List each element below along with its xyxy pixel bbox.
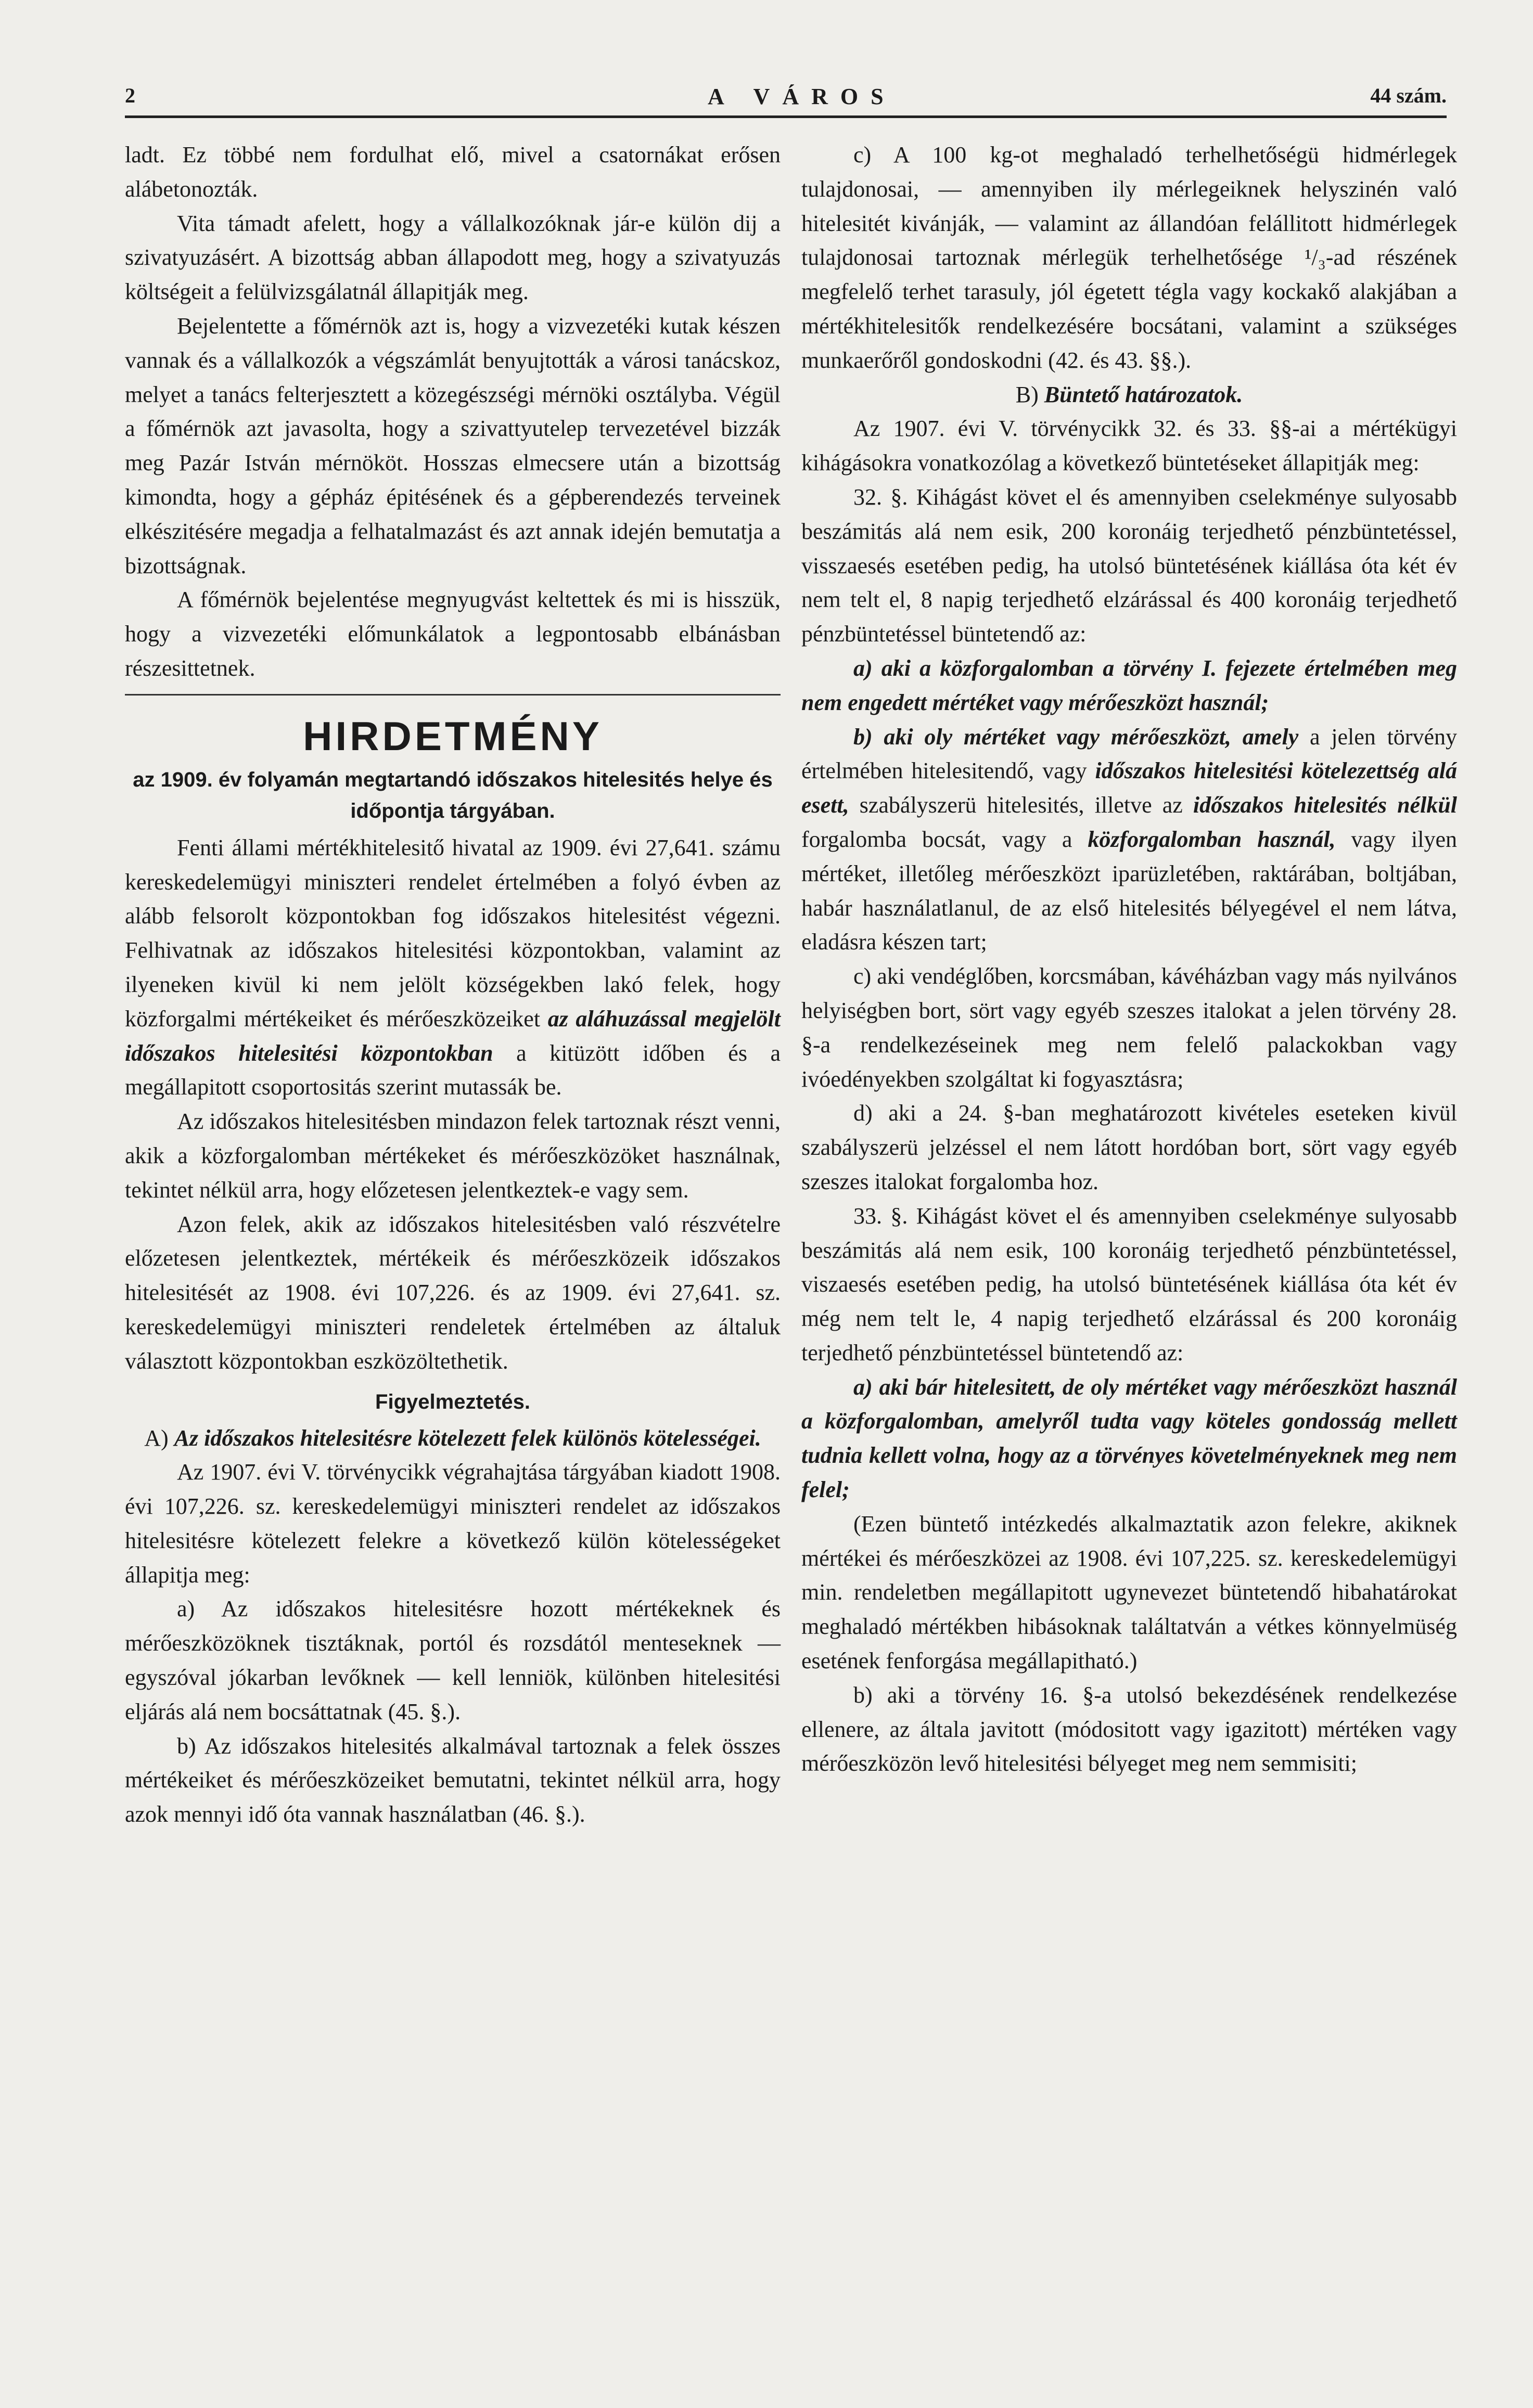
notice-paragraph [125, 831, 781, 1104]
item-text: forgalomba bocsát, vagy a [801, 826, 1088, 852]
header-rule [125, 115, 1447, 118]
item-emphasis: időszakos hitelesités nélkül [1193, 792, 1457, 818]
section-a-paragraph: Az 1907. évi V. törvénycikk végrahajtása tárgyában kiadott 1908. évi 107,226. sz. kereskedelemügyi miniszteri rendelet az időszakos hitelesitésre kötelezett felekre a következő külön kötelességeket állapitja meg: [125, 1459, 781, 1588]
publication-title: A VÁROS [708, 84, 896, 109]
notice-emphasis: az aláhuzással megjelölt időszakos hitelesitési központokban [125, 1006, 781, 1066]
notice-text: Fenti állami mértékhitelesitő hivatal az 1909. évi 27,641. számu kereskedelemügyi miniszteri rendelet értelmében a folyó évben az alább felsorolt központokban fog időszakos hitelesitést végezni. Felhivatnak az időszakos hitelesitési központokban, valamint az ilyeneken kivül ki nem jelölt községekben lakó felek, hogy közforgalmi mértékeiket és mérőeszközeiket [125, 834, 781, 1032]
page-header [125, 78, 1447, 114]
warning-title: Figyelmeztetés. [375, 1390, 530, 1413]
notice-text: a kitüzött időben és a megállapitott csoportositás szerint mutassák be. [125, 1040, 781, 1100]
item-text: vagy ilyen mértéket, illetőleg mérőeszközt iparüzletében, raktárában, boltjában, habár használatlanul, de az első hitelesités bélyegével el nem látva, eladásra készen tart; [801, 826, 1458, 955]
paragraph-32-item: a) aki a közforgalomban a törvény I. fejezete értelmében meg nem engedett mértéket vagy mérőeszközt használ; [801, 655, 1457, 715]
paragraph-33-item: a) aki bár hitelesitett, de oly mértéket vagy mérőeszközt használ a közforgalomban, amelyről tudta vagy köteles gondosság mellett tudnia kellett volna, hogy az a törvényes követelményeknek meg nem felel; [801, 1374, 1457, 1503]
section-a-item: b) Az időszakos hitelesités alkalmával tartoznak a felek összes mértékeiket és mérőeszközeiket bemutatni, tekintet nélkül arra, hogy azok mennyi idő óta vannak használatban (46. §.). [125, 1733, 781, 1827]
article-paragraph: Vita támadt afelett, hogy a vállalkozóknak jár-e külön dij a szivatyuzásért. A bizottság abban állapodott meg, hogy a szivatyuzás költségeit a felülvizsgálatnál állapitják meg. [125, 210, 781, 305]
item-emphasis: b) aki oly mértéket vagy mérőeszközt, amely [853, 724, 1299, 750]
paragraph-33-note: (Ezen büntető intézkedés alkalmaztatik azon felekre, akiknek mértékei és mérőeszközei az 1908. évi 107,225. sz. kereskedelemügyi min. rendeletben megállapitott ugynevezet büntetendő hibahatárokat meghaladó mértékben hibásoknak találtatván a vétkes könnyelmüség esetének fenforgása megállapitható.) [801, 1511, 1457, 1674]
item-emphasis: időszakos hitelesitési kötelezettség alá esett, [801, 758, 1458, 818]
left-column [125, 138, 781, 1832]
section-a-title: Az időszakos hitelesitésre kötelezett felek különös kötelességei. [174, 1425, 761, 1451]
item-text: a jelen törvény értelmében hitelesitendő, vagy [801, 724, 1457, 784]
article-paragraph: ladt. Ez többé nem fordulhat elő, mivel a csatornákat erősen alábetonozták. [125, 142, 781, 202]
section-b-prefix: B) [1015, 381, 1044, 407]
notice-paragraph: Azon felek, akik az időszakos hitelesitésben való részvételre előzetesen jelentkeztek, mértékeik és mérőeszközeik időszakos hitelesitését az 1908. évi 107,226. és az 1909. évi 27,641. sz. kereskedelemügyi miniszteri rendeletek értelmében az általuk választott központokban eszközöltethetik. [125, 1211, 781, 1374]
notice-title: HIRDETMÉNY [303, 713, 603, 759]
paragraph-32: 32. §. Kihágást követ el és amennyiben cselekménye sulyosabb beszámitás alá nem esik, 200 koronáig terjedhető pénzbüntetéssel, visszaesés esetében pedig, ha utolsó büntetésének kiállása óta két év nem telt el, 8 napig terjedhető elzárással és 400 koronáig terjedhető pénzbüntetéssel büntetendő az: [801, 484, 1457, 647]
paragraph-32-item [801, 720, 1457, 960]
right-column [801, 138, 1457, 1781]
item-emphasis: közforgalomban használ, [1088, 826, 1336, 852]
paragraph-32-item: c) aki vendéglőben, korcsmában, kávéházban vagy más nyilvános helyiségben bort, sört vagy egyéb szeszes italokat a jelen törvény 28. §-a rendelkezéseinek meg nem felelő palackokban vagy ivóedényekben szolgáltat ki fogyasztásra; [801, 963, 1457, 1092]
paragraph-32-item: d) aki a 24. §-ban meghatározott kivételes eseteken kivül szabályszerü jelzéssel el nem látott hordóban bort, sört vagy egyéb szeszes italokat forgalomba hoz. [801, 1100, 1457, 1194]
notice-paragraph: Az időszakos hitelesitésben mindazon felek tartoznak részt venni, akik a közforgalomban mértékeket és mérőeszközöket használnak, tekintet nélkül arra, hogy előzetesen jelentkeztek-e vagy sem. [125, 1109, 781, 1203]
paragraph-33-item: b) aki a törvény 16. §-a utolsó bekezdésének rendelkezése ellenere, az általa javitott (módositott vagy igazitott) mértéken vagy mérőeszközön levő hitelesitési bélyeget meg nem semmisiti; [801, 1682, 1457, 1776]
section-a-heading [125, 1421, 781, 1456]
section-divider [125, 694, 781, 696]
section-a-item: a) Az időszakos hitelesitésre hozott mértékeknek és mérőeszközöknek tisztáknak, portól és rozsdától menteseknek — egyszóval jókarban levőknek — kell lenniök, különben hitelesitési eljárás alá nem bocsáttatnak (45. §.). [125, 1596, 781, 1724]
article-paragraph: A főmérnök bejelentése megnyugvást keltettek és mi is hisszük, hogy a vizvezetéki előmunkálatok a legpontosabb elbánásban részesittetnek. [125, 587, 781, 681]
issue-number: 44 szám. [1370, 84, 1447, 107]
section-b-title: Büntető határozatok. [1044, 381, 1243, 407]
notice-subtitle: az 1909. év folyamán megtartandó időszakos hitelesités helye és időpontja tárgyában. [133, 768, 773, 822]
section-b-heading [801, 378, 1457, 412]
page-number: 2 [125, 84, 135, 107]
section-b-intro: Az 1907. évi V. törvénycikk 32. és 33. §§-ai a mértékügyi kihágásokra vonatkozólag a következő büntetéseket állapitják meg: [801, 416, 1457, 476]
section-a-item: c) A 100 kg-ot meghaladó terhelhetőségü hidmérlegek tulajdonosai, — amennyiben ily mérlegeiknek helyszinén való hitelesitét kivánják, — valamint az állandóan felállitott hidmérlegek tulajdonosai tartoznak mérlegük terhelhetősége ¹/₃-ad részének megfelelő terhet tarasuly, jól égetett tégla vagy kockakő alakjában a mértékhitelesitők rendelkezésére bocsátani, valamint a szükséges munkaerőről gondoskodni (42. és 43. §§.). [801, 142, 1457, 373]
paragraph-33: 33. §. Kihágást követ el és amennyiben cselekménye sulyosabb beszámitás alá nem esik, 100 koronáig terjedhető pénzbüntetéssel, viszaesés esetében pedig, ha utolsó büntetésének kiállása óta két év még nem telt le, 4 napig terjedhető elzárással és 200 koronáig terjedhető pénzbüntetéssel büntetendő az: [801, 1203, 1457, 1366]
item-text: szabályszerü hitelesités, illetve az [849, 792, 1193, 818]
section-a-prefix: A) [144, 1425, 174, 1451]
article-paragraph: Bejelentette a főmérnök azt is, hogy a vizvezetéki kutak készen vannak és a vállalkozók a végszámlát benyujtották a városi tanácskoz, melyet a tanács felterjesztett a közegészségi mérnöki osztályba. Végül a főmérnök azt javasolta, hogy a szivattyutelep tervezetével bizzák meg Pazár István mérnököt. Hosszas elmecsere után a bizottság kimondta, hogy a gépház épitésének és a gépberendezés terveinek elkészitésére megadja a felhatalmazást és azt annak idején bemutatja a bizottságnak. [125, 313, 781, 578]
